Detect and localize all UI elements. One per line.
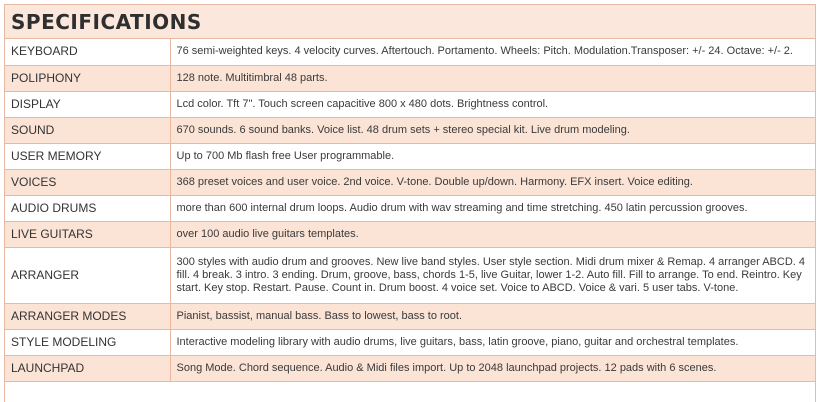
- table-row: [5, 355, 815, 381]
- spec-label: VOICES: [5, 169, 170, 195]
- table-row: [5, 169, 815, 195]
- table-row: [5, 91, 815, 117]
- specifications-table: [5, 39, 815, 382]
- spec-label: ARRANGER MODES: [5, 303, 170, 329]
- table-row: [5, 195, 815, 221]
- spec-value: Interactive modeling library with audio drums, live guitars, bass, latin groove, piano, guitar and orchestral templates.: [170, 329, 815, 355]
- table-row: [5, 247, 815, 303]
- page-title: SPECIFICATIONS: [11, 9, 202, 34]
- spec-label: LIVE GUITARS: [5, 221, 170, 247]
- spec-value: 76 semi-weighted keys. 4 velocity curves. Aftertouch. Portamento. Wheels: Pitch. Modulation.Transposer: +/- 24. Octave: +/- 2.: [170, 39, 815, 65]
- spec-label: USER MEMORY: [5, 143, 170, 169]
- spec-value: 368 preset voices and user voice. 2nd voice. V-tone. Double up/down. Harmony. EFX insert. Voice editing.: [170, 169, 815, 195]
- spec-value: Up to 700 Mb flash free User programmable.: [170, 143, 815, 169]
- title-bar: [5, 5, 815, 39]
- table-row: [5, 329, 815, 355]
- spec-label: SOUND: [5, 117, 170, 143]
- spec-value: more than 600 internal drum loops. Audio drum with wav streaming and time stretching. 450 latin percussion grooves.: [170, 195, 815, 221]
- spec-label: KEYBOARD: [5, 39, 170, 65]
- spec-value: Pianist, bassist, manual bass. Bass to lowest, bass to root.: [170, 303, 815, 329]
- spec-value: Lcd color. Tft 7". Touch screen capacitive 800 x 480 dots. Brightness control.: [170, 91, 815, 117]
- table-row: [5, 221, 815, 247]
- table-row: [5, 65, 815, 91]
- spec-label: POLIPHONY: [5, 65, 170, 91]
- spec-value: over 100 audio live guitars templates.: [170, 221, 815, 247]
- spec-value: Song Mode. Chord sequence. Audio & Midi files import. Up to 2048 launchpad projects. 12 pads with 6 scenes.: [170, 355, 815, 381]
- spec-label: STYLE MODELING: [5, 329, 170, 355]
- spec-value: 670 sounds. 6 sound banks. Voice list. 48 drum sets + stereo special kit. Live drum modeling.: [170, 117, 815, 143]
- spec-label: ARRANGER: [5, 247, 170, 303]
- spec-value: 128 note. Multitimbral 48 parts.: [170, 65, 815, 91]
- table-row: [5, 39, 815, 65]
- table-row: [5, 303, 815, 329]
- table-row: [5, 117, 815, 143]
- table-row: [5, 143, 815, 169]
- spec-value: 300 styles with audio drum and grooves. New live band styles. User style section. Midi drum mixer & Remap. 4 arranger ABCD. 4 fill. 4 break. 3 intro. 3 ending. Drum, groove, bass, chords 1-5, live Guitar, lower 1-2. Auto fill. Fill to arrange. To end. Reintro. Key start. Key stop. Restart. Pause. Count in. Drum boost. 4 voice set. Voice to ABCD. Voice & vari. 5 user tabs. V-tone.: [170, 247, 815, 303]
- specifications-sheet: [4, 4, 816, 402]
- spec-label: AUDIO DRUMS: [5, 195, 170, 221]
- spec-label: DISPLAY: [5, 91, 170, 117]
- spec-label: LAUNCHPAD: [5, 355, 170, 381]
